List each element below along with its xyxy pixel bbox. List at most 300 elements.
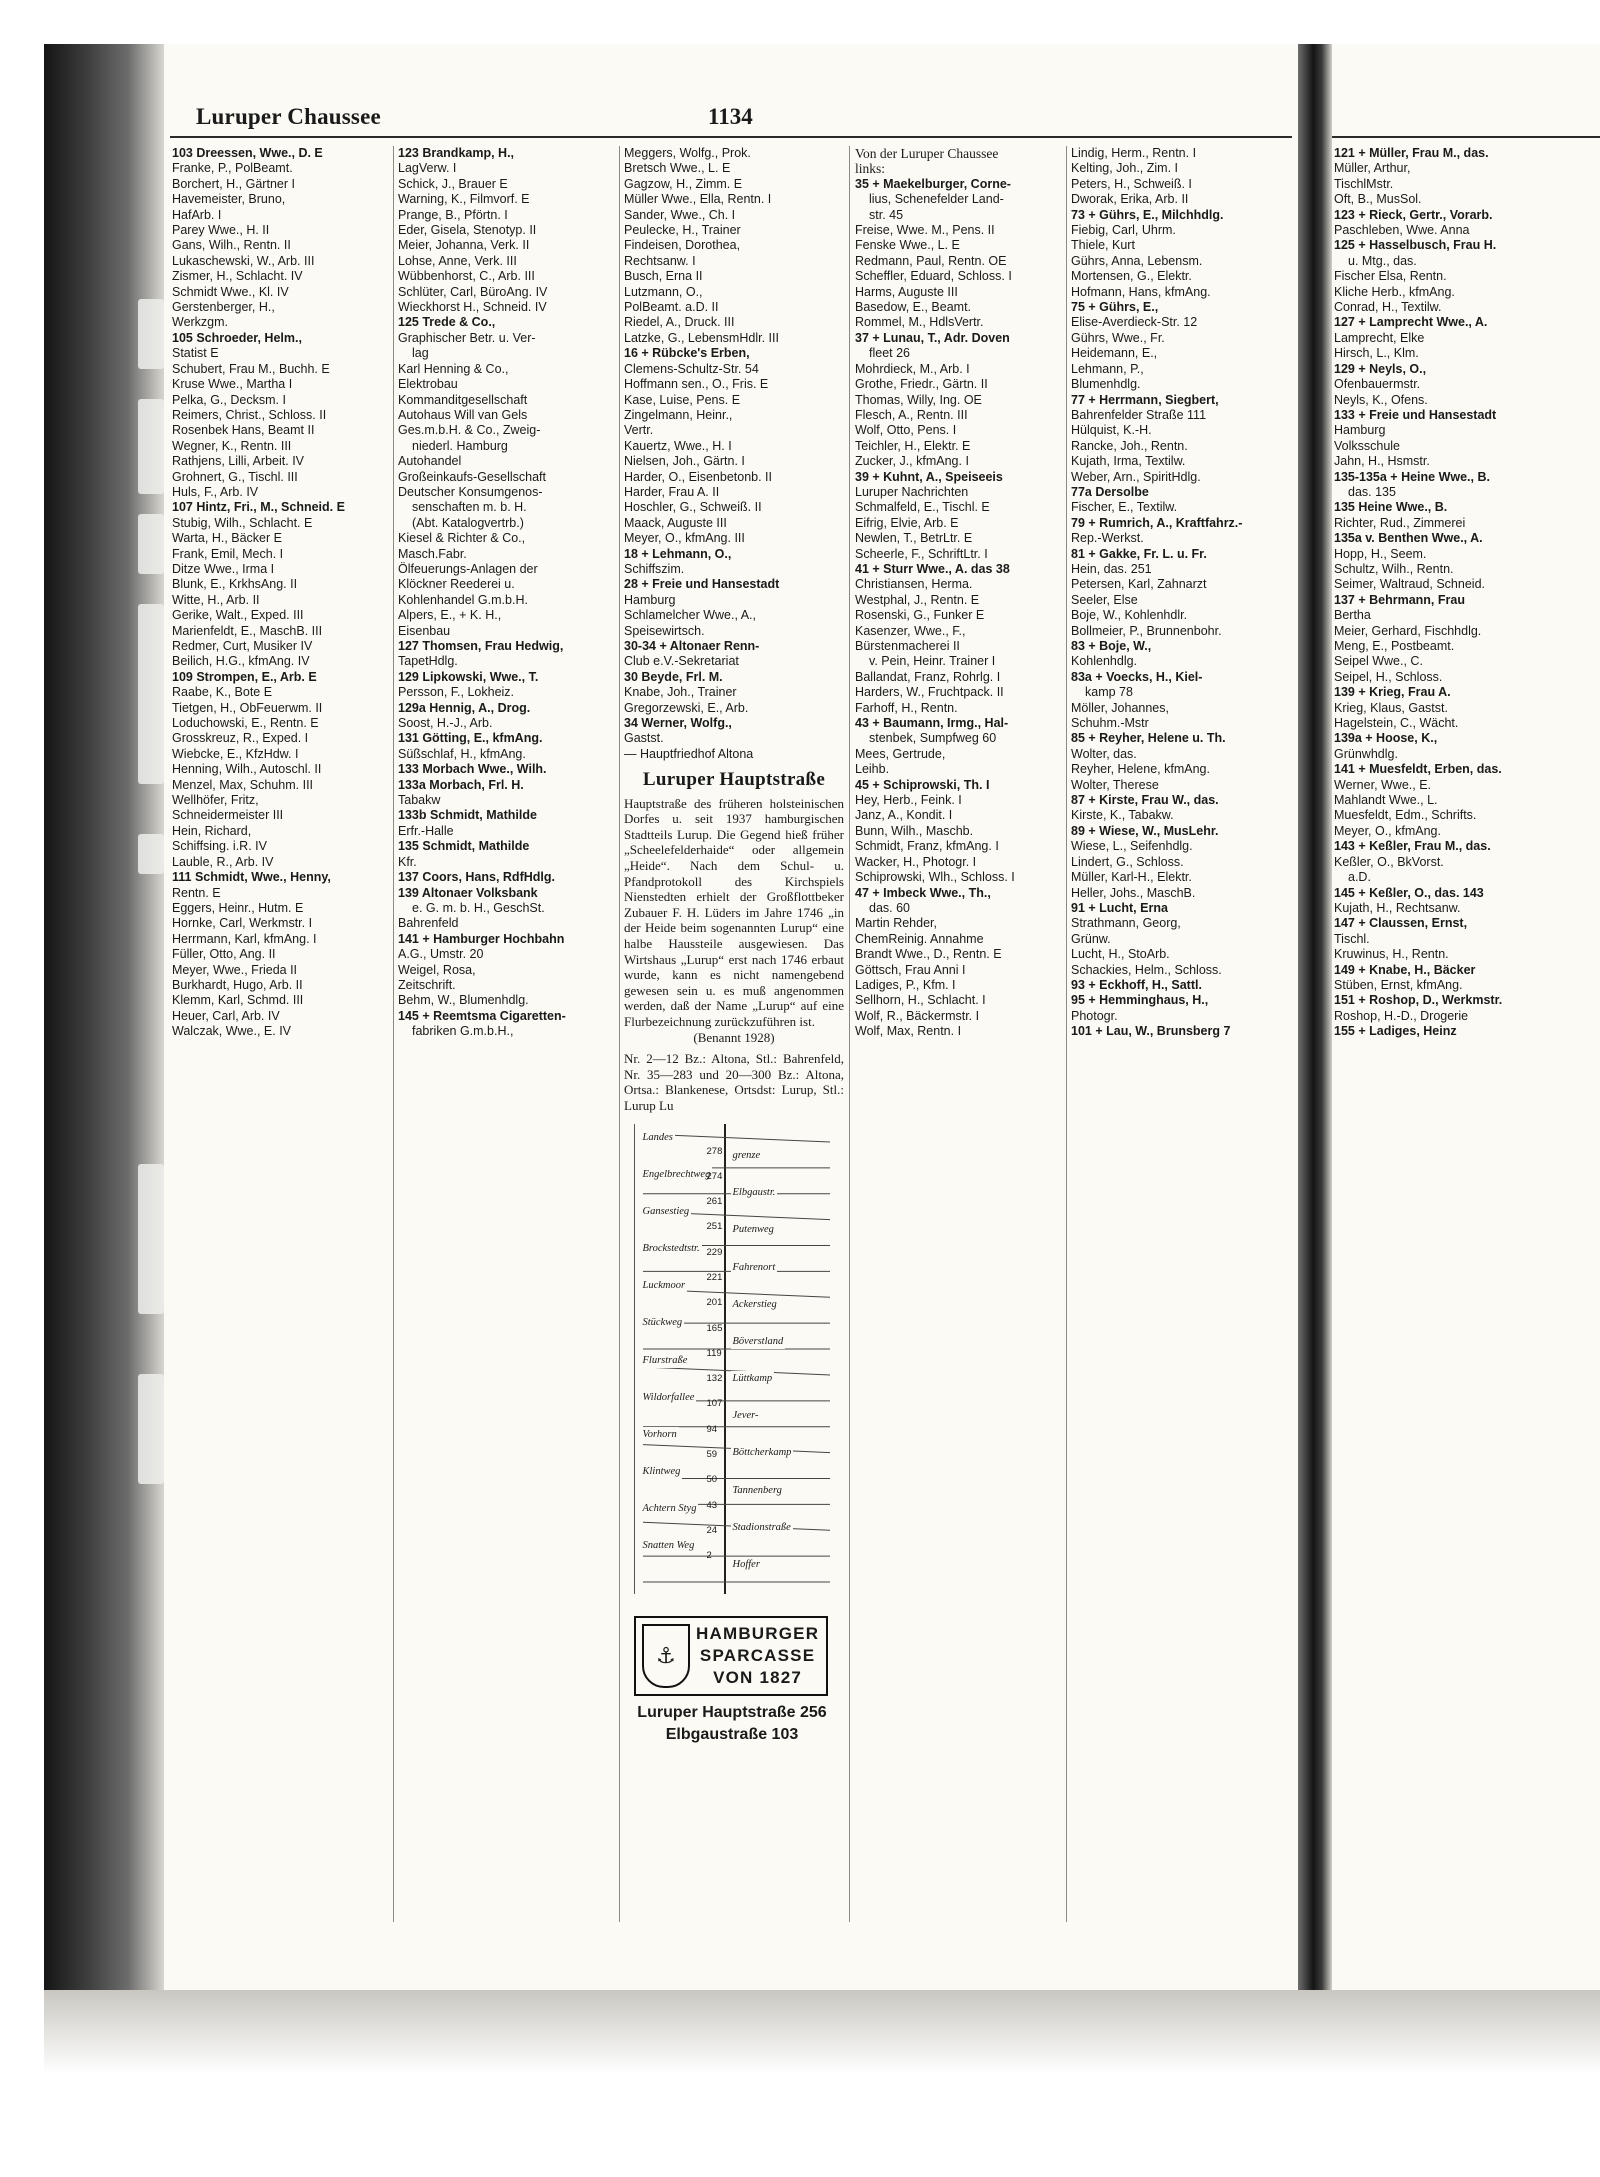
directory-entry: Seipel Wwe., C. bbox=[1334, 654, 1423, 669]
map-house-number: 132 bbox=[706, 1373, 723, 1385]
directory-entry: Keßler, O., BkVorst. bbox=[1334, 854, 1444, 869]
directory-entry: 39 + Kuhnt, A., Speiseeis bbox=[855, 469, 1003, 484]
map-street-label: Böverstland bbox=[731, 1334, 786, 1349]
map-house-number: 59 bbox=[706, 1449, 718, 1461]
directory-entry: 18 + Lehmann, O., bbox=[624, 546, 732, 561]
directory-entry: Kruwinus, H., Rentn. bbox=[1334, 947, 1449, 962]
map-house-number: 107 bbox=[706, 1398, 723, 1410]
directory-entry: Brandt Wwe., D., Rentn. E bbox=[855, 947, 1002, 962]
directory-column-3 bbox=[624, 146, 844, 1922]
directory-entry: Gührs, Wwe., Fr. bbox=[1071, 330, 1165, 345]
directory-entry: Warning, K., Filmvorf. E bbox=[398, 192, 530, 207]
directory-entry: 16 + Rübcke's Erben, bbox=[624, 346, 750, 361]
map-street-label: Vorhorn bbox=[641, 1427, 679, 1442]
directory-entry: 37 + Lunau, T., Adr. Doven bbox=[855, 330, 1010, 345]
directory-entry: Zucker, J., kfmAng. I bbox=[855, 454, 969, 469]
directory-entry: Schiffszim. bbox=[624, 561, 685, 576]
column-divider bbox=[1066, 146, 1067, 1922]
directory-entry: 30-34 + Altonaer Renn- bbox=[624, 639, 760, 653]
map-house-number: 261 bbox=[706, 1196, 723, 1208]
directory-entry: Teichler, H., Elektr. E bbox=[855, 438, 971, 453]
directory-entry: Wellhöfer, Fritz, bbox=[172, 793, 259, 808]
directory-entry: Loduchowski, E., Rentn. E bbox=[172, 716, 319, 731]
directory-entry: 155 + Ladiges, Heinz bbox=[1334, 1024, 1457, 1039]
directory-entry: Mahlandt Wwe., L. bbox=[1334, 793, 1438, 808]
district-info: Nr. 2—12 Bz.: Altona, Stl.: Bahrenfeld, Nr. 35—283 und 20—300 Bz.: Altona, Ortsa.: Blankenese, Ortsdst: Lurup, Stl.: Lurup Lu bbox=[624, 1051, 844, 1113]
directory-entry: Hoschler, G., Schweiß. II bbox=[624, 500, 762, 515]
directory-entry: Persson, F., Lokheiz. bbox=[398, 685, 515, 700]
directory-entry: Elektrobau bbox=[398, 377, 458, 392]
directory-entry: 133b Schmidt, Mathilde bbox=[398, 808, 537, 823]
directory-entry: Luruper Nachrichten bbox=[855, 484, 969, 499]
map-street-label: Landes bbox=[641, 1130, 675, 1145]
map-street-label: Brockstedtstr. bbox=[641, 1241, 702, 1256]
directory-entry: Sellhorn, H., Schlacht. I bbox=[855, 993, 986, 1008]
directory-entry: 145 + Keßler, O., das. 143 bbox=[1334, 885, 1484, 900]
directory-entry: Hey, Herb., Feink. I bbox=[855, 793, 962, 808]
directory-entry: Maack, Auguste III bbox=[624, 515, 727, 530]
directory-entry: Kelting, Joh., Zim. I bbox=[1071, 161, 1178, 176]
directory-entry: Wolf, Otto, Pens. I bbox=[855, 423, 957, 438]
map-street-label: Elbgaustr. bbox=[731, 1185, 778, 1200]
directory-entry: Schuhm.-Mstr bbox=[1071, 716, 1149, 731]
map-street-label: Fahrenort bbox=[731, 1260, 778, 1275]
directory-entry: Gerike, Walt., Exped. III bbox=[172, 608, 304, 623]
directory-entry: 143 + Keßler, Frau M., das. bbox=[1334, 839, 1491, 854]
directory-entry: Dworak, Erika, Arb. II bbox=[1071, 192, 1189, 207]
directory-entry: Müller, Karl-H., Elektr. bbox=[1071, 870, 1192, 885]
directory-entry: Großeinkaufs-Gesellschaft bbox=[398, 469, 546, 484]
directory-entry: Hofmann, Hans, kfmAng. bbox=[1071, 284, 1211, 299]
map-street-label: Böttcherkamp bbox=[731, 1445, 794, 1460]
directory-entry: 34 Werner, Wolfg., bbox=[624, 716, 732, 731]
directory-entry: lius, Schenefelder Land- bbox=[869, 192, 1004, 207]
directory-entry: Eifrig, Elvie, Arb. E bbox=[855, 515, 959, 530]
directory-entry: Schlüter, Carl, BüroAng. IV bbox=[398, 284, 548, 299]
directory-entry: Rosenski, G., Funker E bbox=[855, 608, 985, 623]
directory-entry: Rentn. E bbox=[172, 885, 221, 900]
directory-entry: Knabe, Joh., Trainer bbox=[624, 685, 737, 700]
directory-entry: Marienfeldt, E., MaschB. III bbox=[172, 623, 323, 638]
directory-entry: Warta, H., Bäcker E bbox=[172, 531, 282, 546]
map-house-number: 2 bbox=[706, 1550, 712, 1562]
directory-entry: Grosskreuz, R., Exped. I bbox=[172, 731, 309, 746]
directory-entry: Kohlenhdlg. bbox=[1071, 654, 1138, 669]
directory-entry: Kase, Luise, Pens. E bbox=[624, 392, 741, 407]
directory-entry: Lucht, H., StoArb. bbox=[1071, 947, 1170, 962]
directory-entry: Harder, O., Eisenbetonb. II bbox=[624, 469, 772, 484]
map-house-number: 221 bbox=[706, 1272, 723, 1283]
directory-entry: 83 + Boje, W., bbox=[1071, 639, 1152, 653]
directory-entry: das. 135 bbox=[1348, 484, 1396, 499]
directory-entry: Ges.m.b.H. & Co., Zweig- bbox=[398, 423, 541, 438]
entries-block bbox=[624, 146, 844, 762]
directory-column-4 bbox=[855, 146, 1061, 1922]
directory-entry: Borchert, H., Gärtner I bbox=[172, 176, 295, 191]
directory-entry: Westphal, J., Rentn. E bbox=[855, 592, 980, 607]
directory-entry: Bertha bbox=[1334, 608, 1371, 623]
map-street-label: Snatten Weg bbox=[641, 1538, 697, 1553]
directory-entry: Grünw. bbox=[1071, 931, 1111, 946]
map-street-label: Hoffer bbox=[731, 1557, 762, 1572]
directory-entry: Clemens-Schultz-Str. 54 bbox=[624, 361, 759, 376]
directory-entry: Gagzow, H., Zimm. E bbox=[624, 176, 743, 191]
page-header bbox=[196, 104, 1290, 134]
directory-entry: Elise-Averdieck-Str. 12 bbox=[1071, 315, 1198, 330]
directory-entry: 43 + Baumann, Irmg., Hal- bbox=[855, 716, 1009, 731]
directory-entry: Harder, Frau A. II bbox=[624, 484, 720, 499]
directory-entry: Kiesel & Richter & Co., bbox=[398, 531, 526, 546]
directory-entry: — Hauptfriedhof Altona bbox=[624, 746, 754, 761]
directory-entry: das. 60 bbox=[869, 900, 911, 915]
directory-entry: Müller Wwe., Ella, Rentn. I bbox=[624, 192, 772, 207]
column-divider bbox=[393, 146, 394, 1922]
directory-entry: Statist E bbox=[172, 346, 219, 361]
spine-mark bbox=[138, 1374, 164, 1484]
directory-entry: Kasenzer, Wwe., F., bbox=[855, 623, 966, 638]
directory-entry: (Abt. Katalogvertrb.) bbox=[412, 515, 524, 530]
spine-mark bbox=[138, 604, 164, 784]
directory-entry: 87 + Kirste, Frau W., das. bbox=[1071, 793, 1219, 808]
directory-entry: 127 Thomsen, Frau Hedwig, bbox=[398, 639, 564, 653]
directory-entry: 135 Schmidt, Mathilde bbox=[398, 839, 530, 854]
directory-entry: Hagelstein, C., Wächt. bbox=[1334, 716, 1459, 731]
directory-entry: Soost, H.-J., Arb. bbox=[398, 716, 493, 731]
directory-entry: Raabe, K., Bote E bbox=[172, 685, 273, 700]
directory-entry: Scheerle, F., SchriftLtr. I bbox=[855, 546, 988, 561]
directory-entry: Bahrenfelder Straße 111 bbox=[1071, 407, 1207, 422]
directory-entry: Tabakw bbox=[398, 793, 441, 808]
directory-entry: Meng, E., Postbeamt. bbox=[1334, 639, 1455, 653]
directory-entry: Burkhardt, Hugo, Arb. II bbox=[172, 977, 303, 992]
directory-entry: Club e.V.-Sekretariat bbox=[624, 654, 739, 669]
directory-entry: Hoffmann sen., O., Fris. E bbox=[624, 377, 769, 392]
map-house-number: 274 bbox=[706, 1170, 723, 1182]
directory-entry: Grünwhdlg. bbox=[1334, 746, 1398, 761]
directory-entry: Lamprecht, Elke bbox=[1334, 330, 1425, 345]
directory-entry: Muesfeldt, Edm., Schrifts. bbox=[1334, 808, 1477, 823]
directory-entry: Petersen, Karl, Zahnarzt bbox=[1071, 577, 1207, 592]
directory-entry: Huls, F., Arb. IV bbox=[172, 484, 259, 499]
directory-entry: HafArb. I bbox=[172, 207, 222, 222]
map-street-label: Gansestieg bbox=[641, 1204, 692, 1219]
directory-entry: Werkzgm. bbox=[172, 315, 229, 330]
directory-entry: Hirsch, L., Klm. bbox=[1334, 346, 1419, 361]
directory-entry: 89 + Wiese, W., MusLehr. bbox=[1071, 823, 1219, 838]
directory-entry: Menzel, Max, Schuhm. III bbox=[172, 777, 314, 792]
directory-entry: 101 + Lau, W., Brunsberg 7 bbox=[1071, 1024, 1231, 1039]
directory-entry: Gerstenberger, H., bbox=[172, 300, 275, 315]
directory-entry: Schmalfeld, E., Tischl. E bbox=[855, 500, 990, 515]
directory-entry: Rancke, Joh., Rentn. bbox=[1071, 438, 1188, 453]
directory-entry: Reyher, Helene, kfmAng. bbox=[1071, 762, 1210, 777]
directory-entry: 141 + Muesfeldt, Erben, das. bbox=[1334, 762, 1502, 777]
directory-entry: Gans, Wilh., Rentn. II bbox=[172, 238, 291, 253]
directory-entry: Rommel, M., HdlsVertr. bbox=[855, 315, 984, 330]
map-street-label: Stadionstraße bbox=[731, 1520, 793, 1535]
directory-entry: Beilich, H.G., kfmAng. IV bbox=[172, 654, 310, 669]
directory-entry: Hülquist, K.-H. bbox=[1071, 423, 1152, 438]
directory-entry: Müller, Arthur, bbox=[1334, 161, 1411, 176]
directory-entry: Schneidermeister III bbox=[172, 808, 284, 823]
directory-entry: 133 + Freie und Hansestadt bbox=[1334, 407, 1497, 422]
column-divider bbox=[849, 146, 850, 1922]
directory-entry: 109 Strompen, E., Arb. E bbox=[172, 669, 317, 684]
directory-entry: Walczak, Wwe., E. IV bbox=[172, 1024, 292, 1039]
directory-entry: Lauble, R., Arb. IV bbox=[172, 854, 274, 869]
directory-entry: 85 + Reyher, Helene u. Th. bbox=[1071, 731, 1226, 746]
directory-entry: 123 Brandkamp, H., bbox=[398, 146, 515, 160]
directory-entry: Meier, Johanna, Verk. II bbox=[398, 238, 530, 253]
map-house-number: 201 bbox=[706, 1297, 723, 1309]
map-street-label: grenze bbox=[731, 1148, 763, 1163]
directory-entry: 135 Heine Wwe., B. bbox=[1334, 500, 1448, 515]
directory-entry: Wolf, R., Bäckermstr. I bbox=[855, 1008, 980, 1023]
directory-entry: Ballandat, Franz, Rohrlg. I bbox=[855, 669, 1001, 684]
directory-entry: senschaften m. b. H. bbox=[412, 500, 527, 515]
directory-entry: Wiebcke, E., KfzHdw. I bbox=[172, 746, 299, 761]
directory-entry: 149 + Knabe, H., Bäcker bbox=[1334, 962, 1476, 977]
bank-emblem-icon: ⚓ bbox=[642, 1624, 690, 1688]
directory-entry: Kommanditgesellschaft bbox=[398, 392, 528, 407]
directory-entry: Schultz, Wilh., Rentn. bbox=[1334, 561, 1454, 576]
directory-entry: Autohaus Will van Gels bbox=[398, 407, 528, 422]
directory-entry: Rechtsanw. I bbox=[624, 253, 696, 268]
directory-entry: 139a + Hoose, K., bbox=[1334, 731, 1438, 746]
directory-entry: Rosenbek Hans, Beamt II bbox=[172, 423, 315, 438]
directory-entry: Fiebig, Carl, Uhrm. bbox=[1071, 223, 1176, 238]
directory-entry: 75 + Gührs, E., bbox=[1071, 300, 1159, 315]
directory-entry: 133 Morbach Wwe., Wilh. bbox=[398, 762, 547, 777]
directory-entry: Martin Rehder, bbox=[855, 916, 937, 931]
directory-entry: Paschleben, Wwe. Anna bbox=[1334, 223, 1470, 238]
directory-entry: Bahrenfeld bbox=[398, 916, 459, 931]
directory-column-2 bbox=[398, 146, 614, 1922]
map-street-label: Wildorfallee bbox=[641, 1390, 697, 1405]
map-house-number: 278 bbox=[706, 1145, 723, 1157]
directory-entry: 123 + Rieck, Gertr., Vorarb. bbox=[1334, 207, 1493, 222]
map-street-label: Engelbrechtweg bbox=[641, 1167, 713, 1182]
directory-entry: Lindig, Herm., Rentn. I bbox=[1071, 146, 1197, 160]
directory-entry: Meggers, Wolfg., Prok. bbox=[624, 146, 751, 160]
directory-entry: Kujath, Irma, Textilw. bbox=[1071, 454, 1186, 469]
directory-entry: Boje, W., Kohlenhdlr. bbox=[1071, 608, 1188, 623]
directory-entry: 125 + Hasselbusch, Frau H. bbox=[1334, 238, 1497, 253]
directory-entry: Grothe, Friedr., Gärtn. II bbox=[855, 377, 988, 392]
directory-entry: Eder, Gisela, Stenotyp. II bbox=[398, 223, 537, 238]
directory-entry: Richter, Rud., Zimmerei bbox=[1334, 515, 1466, 530]
directory-entry: 81 + Gakke, Fr. L. u. Fr. bbox=[1071, 546, 1207, 561]
directory-entry: Eggers, Heinr., Hutm. E bbox=[172, 900, 304, 915]
directory-column-1 bbox=[172, 146, 388, 1922]
directory-entry: 77a Dersolbe bbox=[1071, 484, 1149, 499]
directory-entry: Meyer, O., kfmAng. III bbox=[624, 531, 745, 546]
directory-entry: Erfr.-Halle bbox=[398, 823, 454, 838]
map-street-label: Achtern Styg bbox=[641, 1501, 699, 1516]
directory-entry: Möller, Johannes, bbox=[1071, 700, 1169, 715]
directory-entry: 129a Hennig, A., Drog. bbox=[398, 700, 531, 715]
directory-entry: Heuer, Carl, Arb. IV bbox=[172, 1008, 280, 1023]
directory-entry: Thiele, Kurt bbox=[1071, 238, 1135, 253]
directory-entry: Wieckhorst H., Schneid. IV bbox=[398, 300, 547, 315]
directory-entry: Scheffler, Eduard, Schloss. I bbox=[855, 269, 1012, 284]
ad-line: HAMBURGER bbox=[696, 1623, 820, 1643]
directory-entry: Latzke, G., LebensmHdlr. III bbox=[624, 330, 779, 345]
directory-entry: Peulecke, H., Trainer bbox=[624, 223, 741, 238]
ad-text bbox=[696, 1623, 819, 1689]
directory-entry: Gregorzewski, E., Arb. bbox=[624, 700, 749, 715]
directory-entry: 47 + Imbeck Wwe., Th., bbox=[855, 885, 991, 900]
directory-entry: Hornke, Carl, Werkmstr. I bbox=[172, 916, 313, 931]
directory-entry: 30 Beyde, Frl. M. bbox=[624, 669, 723, 684]
ad-address-line: Luruper Hauptstraße 256 bbox=[637, 1703, 827, 1721]
directory-entry: Mohrdieck, M., Arb. I bbox=[855, 361, 970, 376]
directory-entry: Von der Luruper Chaussee bbox=[855, 146, 999, 161]
map-house-number: 119 bbox=[706, 1347, 722, 1359]
sparcasse-advertisement bbox=[634, 1616, 828, 1696]
directory-entry: 131 Götting, E., kfmAng. bbox=[398, 731, 543, 746]
directory-entry: Parey Wwe., H. II bbox=[172, 223, 270, 238]
directory-entry: Newlen, T., BetrLtr. E bbox=[855, 531, 973, 546]
spine-mark bbox=[138, 399, 164, 494]
directory-entry: 147 + Claussen, Ernst, bbox=[1334, 916, 1468, 931]
directory-entry: e. G. m. b. H., GeschSt. bbox=[412, 900, 545, 915]
directory-entry: Masch.Fabr. bbox=[398, 546, 467, 561]
directory-entry: 139 Altonaer Volksbank bbox=[398, 885, 538, 900]
ad-address-line: Elbgaustraße 103 bbox=[665, 1725, 799, 1743]
map-house-number: 24 bbox=[706, 1524, 718, 1536]
directory-entry: 145 + Reemtsma Cigaretten- bbox=[398, 1008, 566, 1023]
directory-entry: Klemm, Karl, Schmd. III bbox=[172, 993, 304, 1008]
directory-entry: Wiese, L., Seifenhdlg. bbox=[1071, 839, 1193, 854]
directory-entry: 137 + Behrmann, Frau bbox=[1334, 592, 1465, 607]
directory-entry: 103 Dreessen, Wwe., D. E bbox=[172, 146, 323, 160]
directory-entry: 83a + Voecks, H., Kiel- bbox=[1071, 669, 1203, 684]
directory-entry: Farhoff, H., Rentn. bbox=[855, 700, 958, 715]
directory-entry: Hein, Richard, bbox=[172, 823, 252, 838]
map-street-label: Tannenberg bbox=[731, 1483, 784, 1498]
directory-entry: Seipel, H., Schloss. bbox=[1334, 669, 1443, 684]
directory-entry: Stüben, Ernst, kfmAng. bbox=[1334, 977, 1463, 992]
directory-entry: lag bbox=[412, 346, 429, 361]
directory-entry: PolBeamt. a.D. II bbox=[624, 300, 719, 315]
directory-entry: Thomas, Willy, Ing. OE bbox=[855, 392, 982, 407]
directory-entry: Wolter, das. bbox=[1071, 746, 1137, 761]
directory-entry: Zingelmann, Heinr., bbox=[624, 407, 733, 422]
directory-entry: Hopp, H., Seem. bbox=[1334, 546, 1427, 561]
directory-entry: Werner, Wwe., E. bbox=[1334, 777, 1432, 792]
directory-entry: Schiffsing. i.R. IV bbox=[172, 839, 267, 854]
map-street-label: Lüttkamp bbox=[731, 1371, 775, 1386]
directory-entry: Heidemann, E., bbox=[1071, 346, 1158, 361]
column-divider bbox=[619, 146, 620, 1922]
directory-entry: Ölfeuerungs-Anlagen der bbox=[398, 561, 538, 576]
directory-entry: Grohnert, G., Tischl. III bbox=[172, 469, 298, 484]
directory-entry: Karl Henning & Co., bbox=[398, 361, 509, 376]
directory-entry: Wolter, Therese bbox=[1071, 777, 1159, 792]
directory-entry: Bürstenmacherei II bbox=[855, 639, 960, 653]
directory-entry: Lindert, G., Schloss. bbox=[1071, 854, 1184, 869]
directory-entry: LagVerw. I bbox=[398, 161, 457, 176]
directory-entry: Prange, B., Pförtn. I bbox=[398, 207, 508, 222]
directory-entry: 129 + Neyls, O., bbox=[1334, 361, 1427, 376]
directory-entry: Füller, Otto, Ang. II bbox=[172, 947, 276, 962]
directory-entry: fabriken G.m.b.H., bbox=[412, 1024, 514, 1039]
directory-entry: Sander, Wwe., Ch. I bbox=[624, 207, 736, 222]
directory-entry: Mortensen, G., Elektr. bbox=[1071, 269, 1192, 284]
directory-entry: Herrmann, Karl, kfmAng. I bbox=[172, 931, 317, 946]
directory-entry: Leihb. bbox=[855, 762, 890, 777]
directory-entry: Neyls, K., Ofens. bbox=[1334, 392, 1428, 407]
directory-entry: Pelka, G., Decksm. I bbox=[172, 392, 286, 407]
directory-entry: Busch, Erna II bbox=[624, 269, 703, 284]
map-house-number: 94 bbox=[706, 1423, 718, 1435]
directory-entry: Schlamelcher Wwe., A., bbox=[624, 608, 756, 623]
directory-entry: Bretsch Wwe., L. E bbox=[624, 161, 731, 176]
directory-entry: Meyer, O., kfmAng. bbox=[1334, 823, 1441, 838]
directory-entry: Schmidt, Franz, kfmAng. I bbox=[855, 839, 999, 854]
directory-entry: Fischer, E., Textilw. bbox=[1071, 500, 1178, 515]
directory-entry: 91 + Lucht, Erna bbox=[1071, 900, 1168, 915]
directory-entry: Riedel, A., Druck. III bbox=[624, 315, 735, 330]
directory-entry: Tischl. bbox=[1334, 931, 1370, 946]
directory-entry: Kliche Herb., kfmAng. bbox=[1334, 284, 1455, 299]
directory-entry: Graphischer Betr. u. Ver- bbox=[398, 330, 536, 345]
book-binding-edge bbox=[44, 44, 164, 1990]
directory-entry: Schackies, Helm., Schloss. bbox=[1071, 962, 1222, 977]
directory-entry: 107 Hintz, Fri., M., Schneid. E bbox=[172, 500, 345, 515]
directory-entry: 73 + Gührs, E., Milchhdlg. bbox=[1071, 207, 1224, 222]
directory-entry: Behm, W., Blumenhdlg. bbox=[398, 993, 529, 1008]
directory-entry: Wolf, Max, Rentn. I bbox=[855, 1024, 962, 1039]
section-title: Luruper Hauptstraße bbox=[642, 769, 826, 791]
directory-entry: Volksschule bbox=[1334, 438, 1401, 453]
directory-entry: Redmann, Paul, Rentn. OE bbox=[855, 253, 1007, 268]
directory-entry: Havemeister, Bruno, bbox=[172, 192, 286, 207]
header-rule-next-page bbox=[1332, 136, 1600, 138]
directory-entry: Oft, B., MusSol. bbox=[1334, 192, 1422, 207]
directory-entry: Harders, W., Fruchtpack. II bbox=[855, 685, 1004, 700]
directory-entry: Zeitschrift. bbox=[398, 977, 456, 992]
directory-entry: Lukaschewski, W., Arb. III bbox=[172, 253, 315, 268]
directory-entry: Schick, J., Brauer E bbox=[398, 176, 508, 191]
directory-entry: Lutzmann, O., bbox=[624, 284, 703, 299]
map-house-number: 251 bbox=[706, 1221, 723, 1233]
directory-entry: Findeisen, Dorothea, bbox=[624, 238, 741, 253]
directory-entry: Göttsch, Frau Anni I bbox=[855, 962, 966, 977]
directory-entry: Bunn, Wilh., Maschb. bbox=[855, 823, 974, 838]
directory-entry: Hamburg bbox=[624, 592, 676, 607]
directory-entry: 127 + Lamprecht Wwe., A. bbox=[1334, 315, 1488, 330]
directory-entry: Witte, H., Arb. II bbox=[172, 592, 260, 607]
directory-entry: Freise, Wwe. M., Pens. II bbox=[855, 223, 995, 238]
directory-entry: Mees, Gertrude, bbox=[855, 746, 946, 761]
spine-mark bbox=[138, 834, 164, 874]
scan-bottom-edge bbox=[44, 1990, 1600, 2177]
directory-entry: Henning, Wilh., Autoschl. II bbox=[172, 762, 322, 777]
directory-entry: Rathjens, Lilli, Arbeit. IV bbox=[172, 454, 305, 469]
directory-entry: Ladiges, P., Kfm. I bbox=[855, 977, 956, 992]
directory-entry: Deutscher Konsumgenos- bbox=[398, 484, 543, 499]
directory-entry: Wacker, H., Photogr. I bbox=[855, 854, 977, 869]
directory-entry: Reimers, Christ., Schloss. II bbox=[172, 407, 327, 422]
directory-entry: A.G., Umstr. 20 bbox=[398, 947, 484, 962]
directory-entry: 105 Schroeder, Helm., bbox=[172, 330, 302, 345]
directory-entry: 45 + Schiprowski, Th. I bbox=[855, 777, 990, 792]
directory-entry: Wegner, K., Rentn. III bbox=[172, 438, 292, 453]
directory-entry: 95 + Hemminghaus, H., bbox=[1071, 993, 1209, 1008]
directory-entry: 77 + Herrmann, Siegbert, bbox=[1071, 392, 1219, 407]
